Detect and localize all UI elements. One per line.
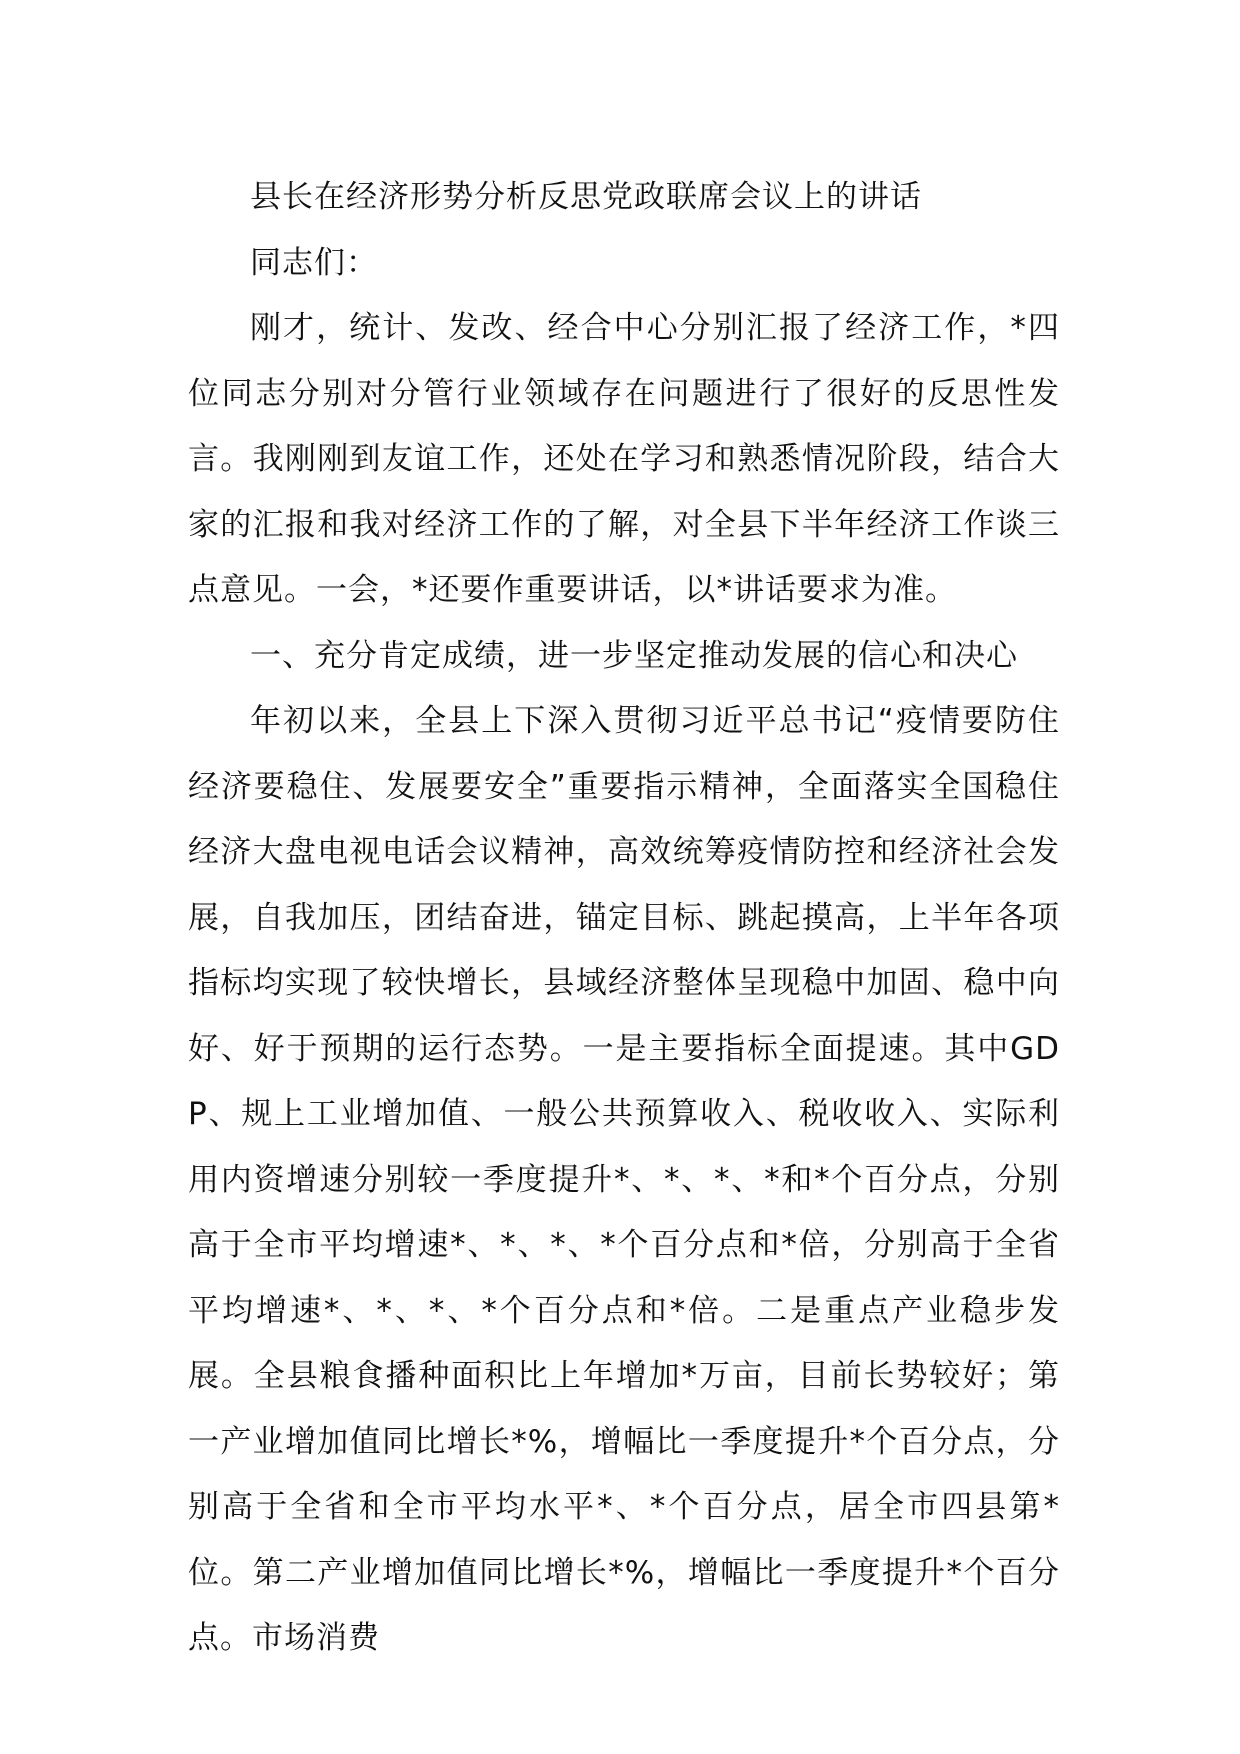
document-body bbox=[188, 165, 1060, 1672]
section-heading-1: 一、充分肯定成绩，进一步坚定推动发展的信心和决心 bbox=[250, 637, 1018, 674]
paragraph-achievements: 年初以来，全县上下深入贯彻习近平总书记“疫情要防住经济要稳住、发展要安全”重要指示精神，全面落实全国稳住经济大盘电视电话会议精神，高效统筹疫情防控和经济社会发展，自我加压，团结奋进，锚定目标、跳起摸高，上半年各项指标均实现了较快增长，县域经济整体呈现稳中加固、稳中向好、好于预期的运行态势。一是主要指标全面提速。其中GDP、规上工业增加值、一般公共预算收入、税收收入、实际利用内资增速分别较一季度提升*、*、*、*和*个百分点，分别高于全市平均增速*、*、*、*个百分点和*倍，分别高于全省平均增速*、*、*、*个百分点和*倍。二是重点产业稳步发展。全县粮食播种面积比上年增加*万亩，目前长势较好；第一产业增加值同比增长*%，增幅比一季度提升*个百分点，分别高于全省和全市平均水平*、*个百分点，居全市四县第*位。第二产业增加值同比增长*%，增幅比一季度提升*个百分点。市场消费 bbox=[188, 703, 1060, 1656]
paragraph-opening: 刚才，统计、发改、经合中心分别汇报了经济工作，*四位同志分别对分管行业领域存在问题进行了很好的反思性发言。我刚刚到友谊工作，还处在学习和熟悉情况阶段，结合大家的汇报和我对经济工作的了解，对全县下半年经济工作谈三点意见。一会，*还要作重要讲话，以*讲话要求为准。 bbox=[188, 310, 1060, 608]
salutation: 同志们： bbox=[250, 244, 378, 281]
document-title: 县长在经济形势分析反思党政联席会议上的讲话 bbox=[250, 179, 922, 215]
